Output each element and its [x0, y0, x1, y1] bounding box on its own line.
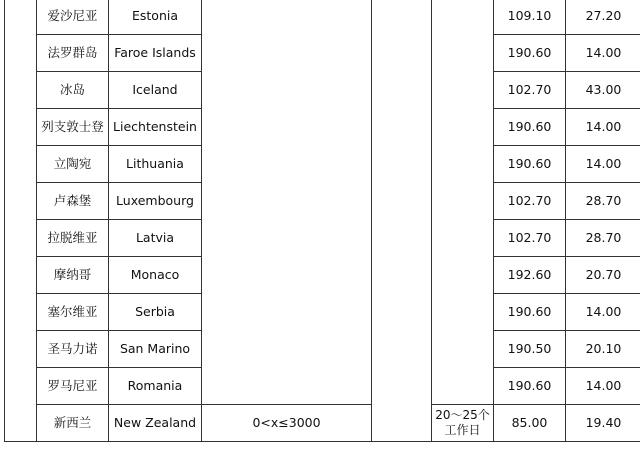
fee-cell: 20.10 — [566, 331, 640, 368]
rate-cell: 109.10 — [494, 0, 566, 35]
country-zh-cell: 新西兰 — [37, 405, 109, 442]
fee-cell: 14.00 — [566, 368, 640, 405]
country-zh-cell: 冰岛 — [37, 72, 109, 109]
country-en-cell: Faroe Islands — [109, 35, 202, 72]
rate-cell: 102.70 — [494, 220, 566, 257]
country-en-cell: Estonia — [109, 0, 202, 35]
rate-cell: 190.60 — [494, 294, 566, 331]
table-row — [5, 0, 640, 35]
country-zh-cell: 摩纳哥 — [37, 257, 109, 294]
group-cell — [5, 0, 37, 442]
fee-cell: 43.00 — [566, 72, 640, 109]
country-en-cell: Lithuania — [109, 146, 202, 183]
rate-table — [4, 0, 640, 442]
fee-cell: 14.00 — [566, 294, 640, 331]
weight-range-cell — [202, 0, 372, 405]
country-en-cell: San Marino — [109, 331, 202, 368]
country-en-cell: Romania — [109, 368, 202, 405]
lead-time-cell — [432, 405, 494, 442]
country-zh-cell: 圣马力诺 — [37, 331, 109, 368]
rate-table-body — [5, 0, 640, 442]
fee-cell: 28.70 — [566, 220, 640, 257]
rate-cell: 102.70 — [494, 72, 566, 109]
country-zh-cell: 卢森堡 — [37, 183, 109, 220]
rate-cell: 190.60 — [494, 109, 566, 146]
country-zh-cell: 罗马尼亚 — [37, 368, 109, 405]
country-en-cell: Luxembourg — [109, 183, 202, 220]
table-row — [5, 405, 640, 442]
rate-cell: 190.60 — [494, 146, 566, 183]
fee-cell: 14.00 — [566, 35, 640, 72]
fee-cell: 19.40 — [566, 405, 640, 442]
rate-cell: 190.60 — [494, 35, 566, 72]
blank-col-cell — [372, 0, 432, 442]
rate-cell: 102.70 — [494, 183, 566, 220]
country-en-cell: Iceland — [109, 72, 202, 109]
rate-cell: 85.00 — [494, 405, 566, 442]
lead-time-line: 20～25个 — [435, 408, 490, 422]
country-zh-cell: 法罗群岛 — [37, 35, 109, 72]
country-en-cell: Monaco — [109, 257, 202, 294]
country-en-cell: New Zealand — [109, 405, 202, 442]
lead-time-line: 工作日 — [444, 423, 481, 437]
rate-cell: 190.50 — [494, 331, 566, 368]
country-en-cell: Serbia — [109, 294, 202, 331]
country-en-cell: Latvia — [109, 220, 202, 257]
fee-cell: 14.00 — [566, 146, 640, 183]
country-zh-cell: 爱沙尼亚 — [37, 0, 109, 35]
rate-cell: 192.60 — [494, 257, 566, 294]
fee-cell: 20.70 — [566, 257, 640, 294]
rate-cell: 190.60 — [494, 368, 566, 405]
fee-cell: 27.20 — [566, 0, 640, 35]
country-zh-cell: 塞尔维亚 — [37, 294, 109, 331]
fee-cell: 28.70 — [566, 183, 640, 220]
country-en-cell: Liechtenstein — [109, 109, 202, 146]
fee-cell: 14.00 — [566, 109, 640, 146]
country-zh-cell: 拉脱维亚 — [37, 220, 109, 257]
country-zh-cell: 列支敦士登 — [37, 109, 109, 146]
weight-range-cell: 0<x≤3000 — [202, 405, 372, 442]
country-zh-cell: 立陶宛 — [37, 146, 109, 183]
lead-time-cell — [432, 0, 494, 405]
